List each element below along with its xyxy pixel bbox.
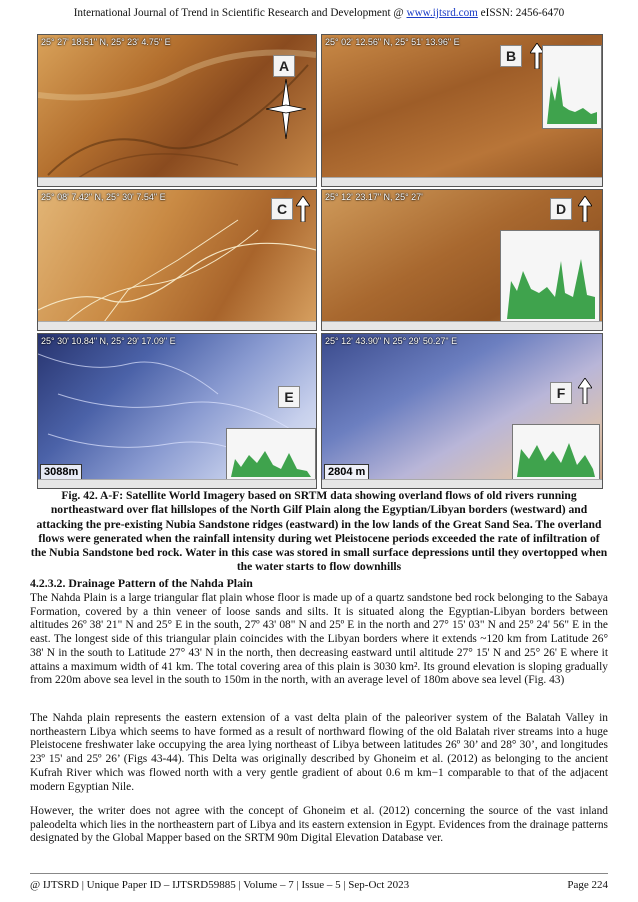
panel-letter: E: [278, 386, 300, 408]
panel-coords: 25° 12' 23.17" N, 25° 27': [325, 192, 423, 202]
north-arrow-icon: [578, 378, 592, 404]
north-arrow-icon: [578, 196, 592, 222]
page-number: Page 224: [567, 879, 608, 891]
status-bar: [38, 177, 316, 186]
panel-f: [321, 333, 603, 489]
panel-coords: 25° 12' 43.90" N 25° 29' 50.27" E: [325, 336, 458, 346]
profile-graph: [227, 429, 315, 481]
panel-coords: 25° 30' 10.84" N, 25° 29' 17.09" E: [41, 336, 176, 346]
panel-letter: B: [500, 45, 522, 67]
compass-icon: [266, 79, 306, 139]
section-title: 4.2.3.2. Drainage Pattern of the Nahda Plain: [30, 576, 253, 590]
profile-graph: [543, 46, 601, 128]
journal-header: International Journal of Trend in Scientific Research and Development @ www.ijtsrd.com eISSN: 2456-6470: [73, 7, 565, 19]
figure-caption: Fig. 42. A-F: Satellite World Imagery based on SRTM data showing overland flows of old rivers running northeastward over flat hillslopes of the North Gilf Plain along the Egyptian/Libyan borders (westward) and attacking the pre-existing Nubia Sandstone ridges (eastward) in the low lands of the Great Sand Sea. The overland flows were generated when the rainfall intensity during wet Pleistocene periods exceeded the rate of infiltration of the Nubia Sandstone bed rock. Water in this case was stored in small surface depressions until they overtopped when the water starts to flow downhills: [30, 489, 608, 574]
panel-letter: F: [550, 382, 572, 404]
elevation-profile: [542, 45, 602, 129]
footer-info: @ IJTSRD | Unique Paper ID – IJTSRD59885 | Volume – 7 | Issue – 5 | Sep-Oct 2023: [30, 879, 410, 891]
status-bar: [38, 321, 316, 330]
status-bar: [322, 479, 602, 488]
status-bar: [322, 177, 602, 186]
panel-d: [321, 189, 603, 331]
journal-link[interactable]: www.ijtsrd.com: [406, 7, 478, 19]
elevation-profile: [500, 230, 600, 324]
panel-coords: 25° 08' 7.42" N, 25° 30' 7.54" E: [41, 192, 166, 202]
paragraph-2: The Nahda plain represents the eastern extension of a vast delta plain of the paleoriver system of the Balatah Valley in northeastern Libya which seems to have formed as a result of northward flowing of the old Balatah river streams into a huge Pleistocene freshwater lake occupying the area lying northeast of Libya between latitudes 26º 30’ and 28° 30’, and longitudes 23º 15' and 25º 26’ (Figs 43-44). This Delta was originally described by Ghoneim et al. (2012) as belonging to the ancient Kufrah River which was flowed north with a very gentle gradient of about 0.6 m km−1 comparable to that of the adjacent modern Egyptian Nile.: [30, 712, 608, 793]
status-bar: [322, 321, 602, 330]
elevation-profile: [226, 428, 316, 482]
elevation-profile: [512, 424, 600, 482]
paragraph-1: The Nahda Plain is a large triangular flat plain whose floor is made up of a quartz sandstone bed rock belonging to the Sabaya Formation, covered by a thin veneer of loose sands and silts. It is situated along the Egyptian-Libyan borders between altitudes 26º 38' 21" N and 25° E in the south, 27º 43' 08" N and 25º E in the north and 27° 15' 03" N and 25º 24' 56" E in the east. The longest side of this triangular plain coincides with the Libyan borders where it extends ~120 km from Latitude 26° 38' N in the south to Latitude 27° 43' N in the north, then decreasing eastward until altitude 27° 15' N and 25° 26' E where it attains a maximum width of 41 km. The total covering area of this plain is 3030 km². Its ground elevation is sloping gradually from 220m above sea level in the south to 150m in the north, with an average level of 180m above sea level (Fig. 43): [30, 592, 608, 687]
panel-e: [37, 333, 317, 489]
paragraph-3: However, the writer does not agree with the concept of Ghoneim et al. (2012) concerning the source of the vast inland paleodelta which lies in the northeastern part of Libya and its eastern extension in Egypt. Evidences from the drainage patterns designated by the Global Mapper based on the SRTM 90m Digital Elevation Database ver.: [30, 805, 608, 845]
profile-graph: [501, 231, 599, 323]
panel-c: [37, 189, 317, 331]
footer-divider: [30, 873, 608, 874]
panel-letter: D: [550, 198, 572, 220]
status-bar: [38, 479, 316, 488]
profile-graph: [513, 425, 599, 481]
scale-label: 3088m: [40, 464, 82, 480]
north-arrow-icon: [296, 196, 310, 222]
panel-a: [37, 34, 317, 187]
panel-letter: C: [271, 198, 293, 220]
panel-coords: 25° 02' 12.56" N, 25° 51' 13.96" E: [325, 37, 460, 47]
figure-42: [37, 34, 601, 487]
panel-b: [321, 34, 603, 187]
panel-coords: 25° 27' 18.51" N, 25° 23' 4.75" E: [41, 37, 171, 47]
panel-letter: A: [273, 55, 295, 77]
scale-label: 2804 m: [324, 464, 369, 480]
